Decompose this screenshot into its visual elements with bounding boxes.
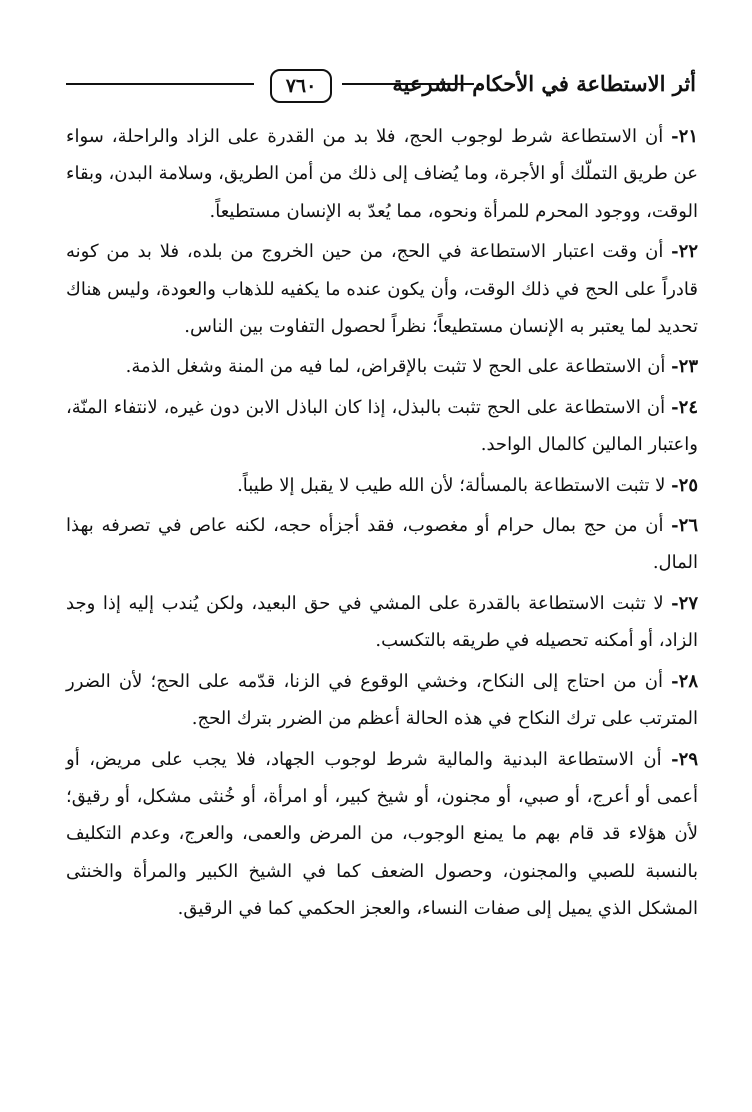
- item-text: أن الاستطاعة على الحج لا تثبت بالإقراض، لما فيه من المنة وشغل الذمة.: [125, 356, 666, 378]
- item-text: أن الاستطاعة شرط لوجوب الحج، فلا بد من القدرة على الزاد والراحلة، سواء عن طريق التملّك أو الأجرة، وما يُضاف إلى ذلك من أمن الطريق، وسلامة البدن، وبقاء الوقت، ووجود المحرم للمرأة ونحوه، مما يُعدّ به الإنسان مستطيعاً.: [66, 126, 698, 222]
- list-item: [66, 389, 698, 464]
- list-item: [66, 663, 698, 738]
- page-number: ٧٦٠: [270, 69, 332, 103]
- item-text: لا تثبت الاستطاعة بالمسألة؛ لأن الله طيب لا يقبل إلا طيباً.: [237, 474, 666, 496]
- item-number: ٢٢-: [671, 241, 698, 263]
- item-number: ٢٣-: [671, 356, 698, 378]
- item-text: أن الاستطاعة على الحج تثبت بالبذل، إذا كان الباذل الابن دون غيره، لانتفاء المنّة، واعتبار المالين كالمال الواحد.: [66, 396, 698, 456]
- item-number: ٢١-: [671, 126, 698, 147]
- header-rule-middle: [342, 83, 474, 85]
- item-number: ٢٦-: [671, 515, 698, 537]
- item-number: ٢٤-: [671, 396, 698, 418]
- item-text: أن من احتاج إلى النكاح، وخشي الوقوع في الزنا، قدّمه على الحج؛ لأن الضرر المترتب على ترك النكاح في هذه الحالة أعظم من الضرر بترك الحج.: [66, 670, 698, 730]
- header-rule-left: [66, 83, 254, 85]
- list-item: [66, 467, 698, 504]
- item-text: أن من حج بمال حرام أو مغصوب، فقد أجزأه حجه، لكنه عاص في تصرفه بهذا المال.: [66, 515, 698, 574]
- list-item: [66, 585, 698, 660]
- page-body: [66, 118, 698, 931]
- list-item: [66, 741, 698, 928]
- list-item: [66, 348, 698, 385]
- item-text: أن وقت اعتبار الاستطاعة في الحج، من حين الخروج من بلده، فلا بد من كونه قادراً على الحج في ذلك الوقت، وأن يكون عنده ما يكفيه للذهاب والعودة، وليس هناك تحديد لما يعتبر به الإنسان مستطيعاً؛ نظراً لحصول التفاوت بين الناس.: [66, 241, 698, 338]
- list-item: [66, 118, 698, 230]
- header-title: أثر الاستطاعة في الأحكام الشرعية: [392, 71, 696, 96]
- item-number: ٢٧-: [671, 592, 698, 614]
- item-text: أن الاستطاعة البدنية والمالية شرط لوجوب الجهاد، فلا يجب على مريض، أو أعمى أو أعرج، أو صبي، أو مجنون، أو شيخ كبير، أو امرأة، أو خُنثى مشكل، أو رقيق؛ لأن هؤلاء قد قام بهم ما يمنع الوجوب، من المرض والعمى، والعرج، وعدم التكليف بالنسبة للصبي والمجنون، وحصول الضعف كما في الشيخ الكبير والمرأة والخنثى المشكل الذي يميل إلى صفات النساء، والعجز الحكمي كما في الرقيق.: [66, 748, 698, 920]
- item-number: ٢٨-: [671, 670, 698, 692]
- list-item: [66, 507, 698, 582]
- item-number: ٢٩-: [671, 748, 698, 770]
- running-header: [66, 66, 696, 110]
- item-number: ٢٥-: [671, 474, 698, 496]
- item-text: لا تثبت الاستطاعة بالقدرة على المشي في حق البعيد، ولكن يُندب إليه إذا وجد الزاد، أو أمكنه تحصيله في طريقه بالتكسب.: [66, 592, 698, 652]
- list-item: [66, 233, 698, 345]
